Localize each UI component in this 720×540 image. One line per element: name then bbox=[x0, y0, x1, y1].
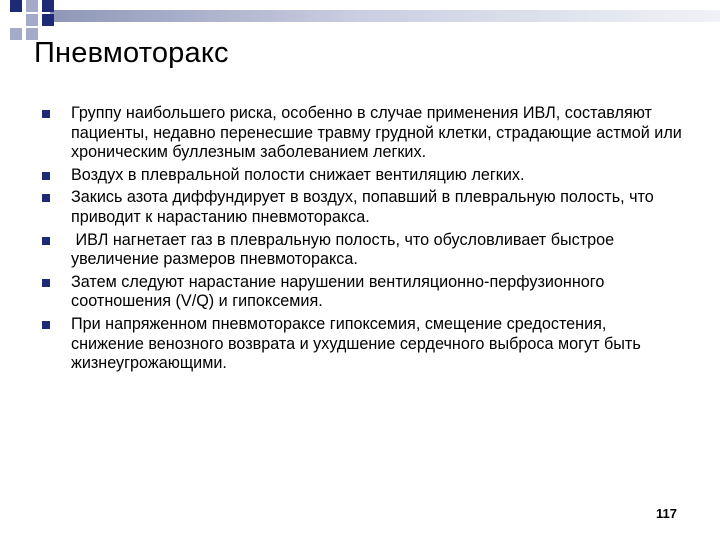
list-item bbox=[42, 166, 682, 186]
slide-title: Пневмоторакс bbox=[34, 37, 229, 69]
page-number: 117 bbox=[656, 506, 677, 521]
deco-square bbox=[10, 28, 22, 40]
deco-square bbox=[26, 0, 38, 12]
list-item bbox=[42, 104, 682, 163]
square-bullet-icon bbox=[42, 110, 50, 118]
list-item bbox=[42, 188, 682, 227]
bullet-text: При напряженном пневмотораксе гипоксемия, смещение средостения, снижение венозного возврата и ухудшение сердечного выброса могут быть жизнеугрожающими. bbox=[71, 314, 641, 373]
list-item bbox=[42, 231, 682, 270]
square-bullet-icon bbox=[42, 194, 50, 202]
bullet-text: ИВЛ нагнетает газ в плевральную полость, что обусловливает быстрое увеличение размеров пневмоторакса. bbox=[71, 230, 619, 269]
square-bullet-icon bbox=[42, 321, 50, 329]
bullet-list bbox=[42, 104, 682, 377]
deco-square bbox=[42, 0, 54, 12]
square-bullet-icon bbox=[42, 237, 50, 245]
bullet-text: Затем следуют нарастание нарушении вентиляционно-перфузионного соотношения (V/Q) и гипоксемия. bbox=[71, 272, 605, 311]
bullet-text: Воздух в плевральной полости снижает вентиляцию легких. bbox=[71, 165, 525, 184]
bullet-text: Закись азота диффундирует в воздух, попавший в плевральную полость, что приводит к нарастанию пневмоторакса. bbox=[71, 188, 654, 226]
bullet-text: Группу наибольшего риска, особенно в случае применения ИВЛ, составляют пациенты, недавно перенесшие травму грудной клетки, страдающие астмой или хроническим буллезным заболеванием легких. bbox=[71, 104, 682, 162]
square-bullet-icon bbox=[42, 279, 50, 287]
deco-square bbox=[10, 0, 22, 12]
deco-square bbox=[42, 14, 54, 26]
square-bullet-icon bbox=[42, 172, 50, 180]
deco-square bbox=[26, 14, 38, 26]
header-gradient-bar bbox=[50, 10, 720, 22]
list-item bbox=[42, 315, 682, 374]
list-item bbox=[42, 273, 682, 312]
